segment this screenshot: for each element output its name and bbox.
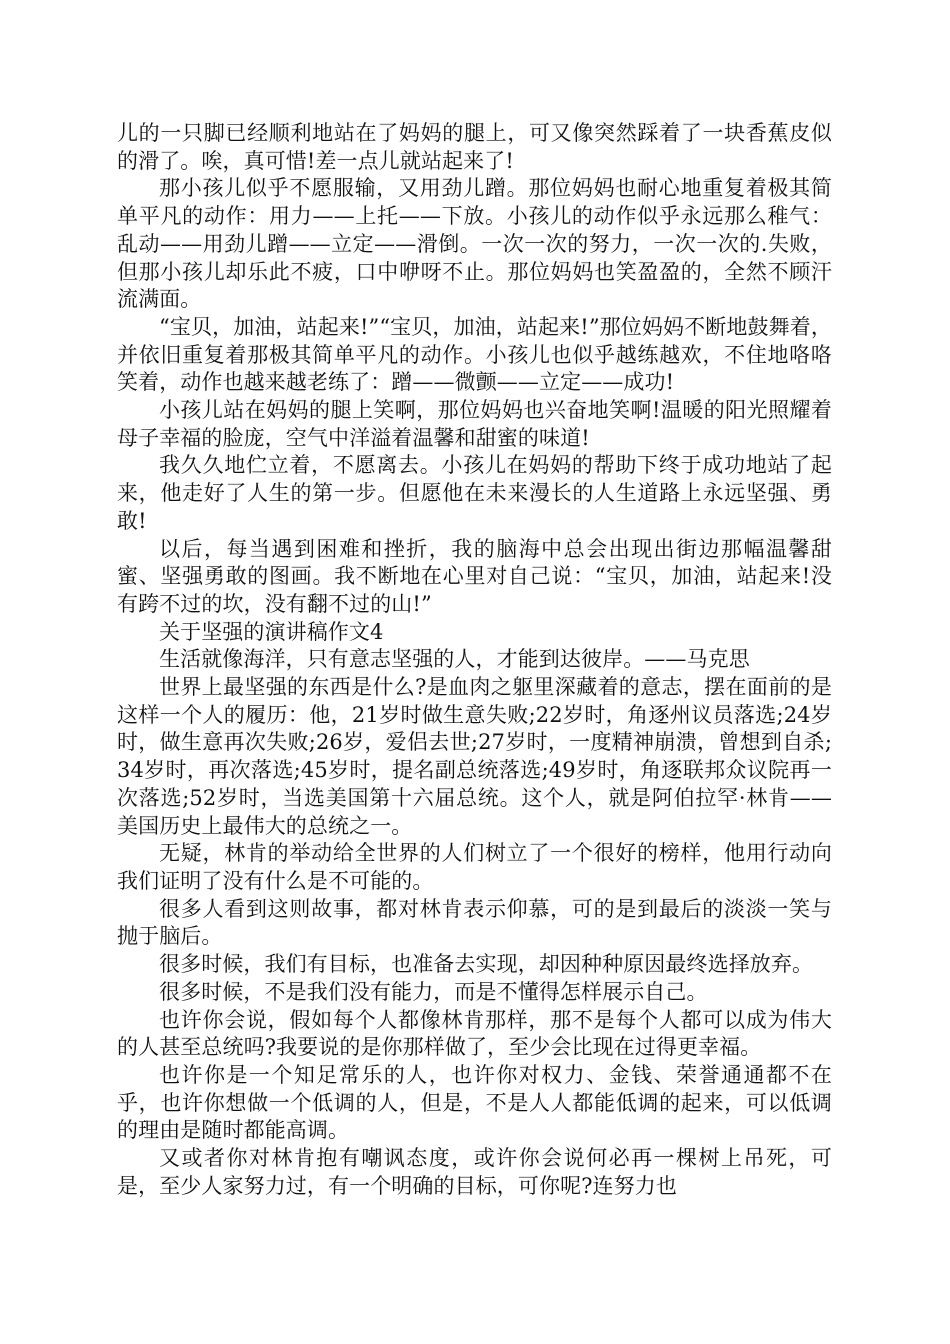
paragraph: 我久久地伫立着，不愿离去。小孩儿在妈妈的帮助下终于成功地站了起来，他走好了人生的第一步。但愿他在未来漫长的人生道路上永远坚强、勇敢! xyxy=(117,453,832,533)
paragraph: 也许你会说，假如每个人都像林肯那样，那不是每个人都可以成为伟大的人甚至总统吗?我要说的是你那样做了，至少会比现在过得更幸福。 xyxy=(117,1007,832,1060)
paragraph: “宝贝，加油，站起来!”“宝贝，加油，站起来!”那位妈妈不断地鼓舞着，并依旧重复着那极其简单平凡的动作。小孩儿也似乎越练越欢，不住地咯咯笑着，动作也越来越老练了：蹭——微颤——立定——成功! xyxy=(117,314,832,395)
document-body xyxy=(117,120,832,1200)
paragraph: 小孩儿站在妈妈的腿上笑啊，那位妈妈也兴奋地笑啊!温暖的阳光照耀着母子幸福的脸庞，空气中洋溢着温馨和甜蜜的味道! xyxy=(117,398,832,450)
paragraph: 很多时候，我们有目标，也准备去实现，却因种种原因最终选择放弃。 xyxy=(159,952,814,977)
paragraph: 很多人看到这则故事，都对林肯表示仰慕，可的是到最后的淡淡一笑与抛于脑后。 xyxy=(117,896,832,949)
paragraph-continuation: 儿的一只脚已经顺利地站在了妈妈的腿上，可又像突然踩着了一块香蕉皮似的滑了。唉，真可惜!差一点儿就站起来了! xyxy=(117,121,832,173)
paragraph: 又或者你对林肯抱有嘲讽态度，或许你会说何必再一棵树上吊死，可是，至少人家努力过，有一个明确的目标，可你呢?连努力也 xyxy=(117,1146,832,1198)
section-heading: 关于坚强的演讲稿作文4 xyxy=(159,619,384,644)
paragraph: 也许你是一个知足常乐的人，也许你对权力、金钱、荣誉通通都不在乎，也许你想做一个低调的人，但是，不是人人都能低调的起来，可以低调的理由是随时都能高调。 xyxy=(117,1062,832,1143)
paragraph: 很多时候，不是我们没有能力，而是不懂得怎样展示自己。 xyxy=(159,979,708,1004)
paragraph: 世界上最坚强的东西是什么?是血肉之躯里深藏着的意志，摆在面前的是这样一个人的履历：他，21岁时做生意失败;22岁时，角逐州议员落选;24岁时，做生意再次失败;26岁，爱侣去世;27岁时，一度精神崩溃，曾想到自杀;34岁时，再次落选;45岁时，提名副总统落选;49岁时，角逐联邦众议院再一次落选;52岁时，当选美国第十六届总统。这个人，就是阿伯拉罕·林肯——美国历史上最伟大的总统之一。 xyxy=(117,675,832,838)
paragraph: 以后，每当遇到困难和挫折，我的脑海中总会出现出街边那幅温馨甜蜜、坚强勇敢的图画。我不断地在心里对自己说：“宝贝，加油，站起来!没有跨不过的坎，没有翻不过的山!” xyxy=(117,536,832,616)
epigraph-quote: 生活就像海洋，只有意志坚强的人，才能到达彼岸。——马克思 xyxy=(159,647,750,672)
paragraph: 无疑，林肯的举动给全世界的人们树立了一个很好的榜样，他用行动向我们证明了没有什么是不可能的。 xyxy=(117,841,832,893)
paragraph: 那小孩儿似乎不愿服输，又用劲儿蹭。那位妈妈也耐心地重复着极其简单平凡的动作：用力——上托——下放。小孩儿的动作似乎永远那么稚气：乱动——用劲儿蹭——立定——滑倒。一次一次的努力，一次一次的.失败，但那小孩儿却乐此不疲，口中咿呀不止。那位妈妈也笑盈盈的，全然不顾汗流满面。 xyxy=(117,176,832,312)
